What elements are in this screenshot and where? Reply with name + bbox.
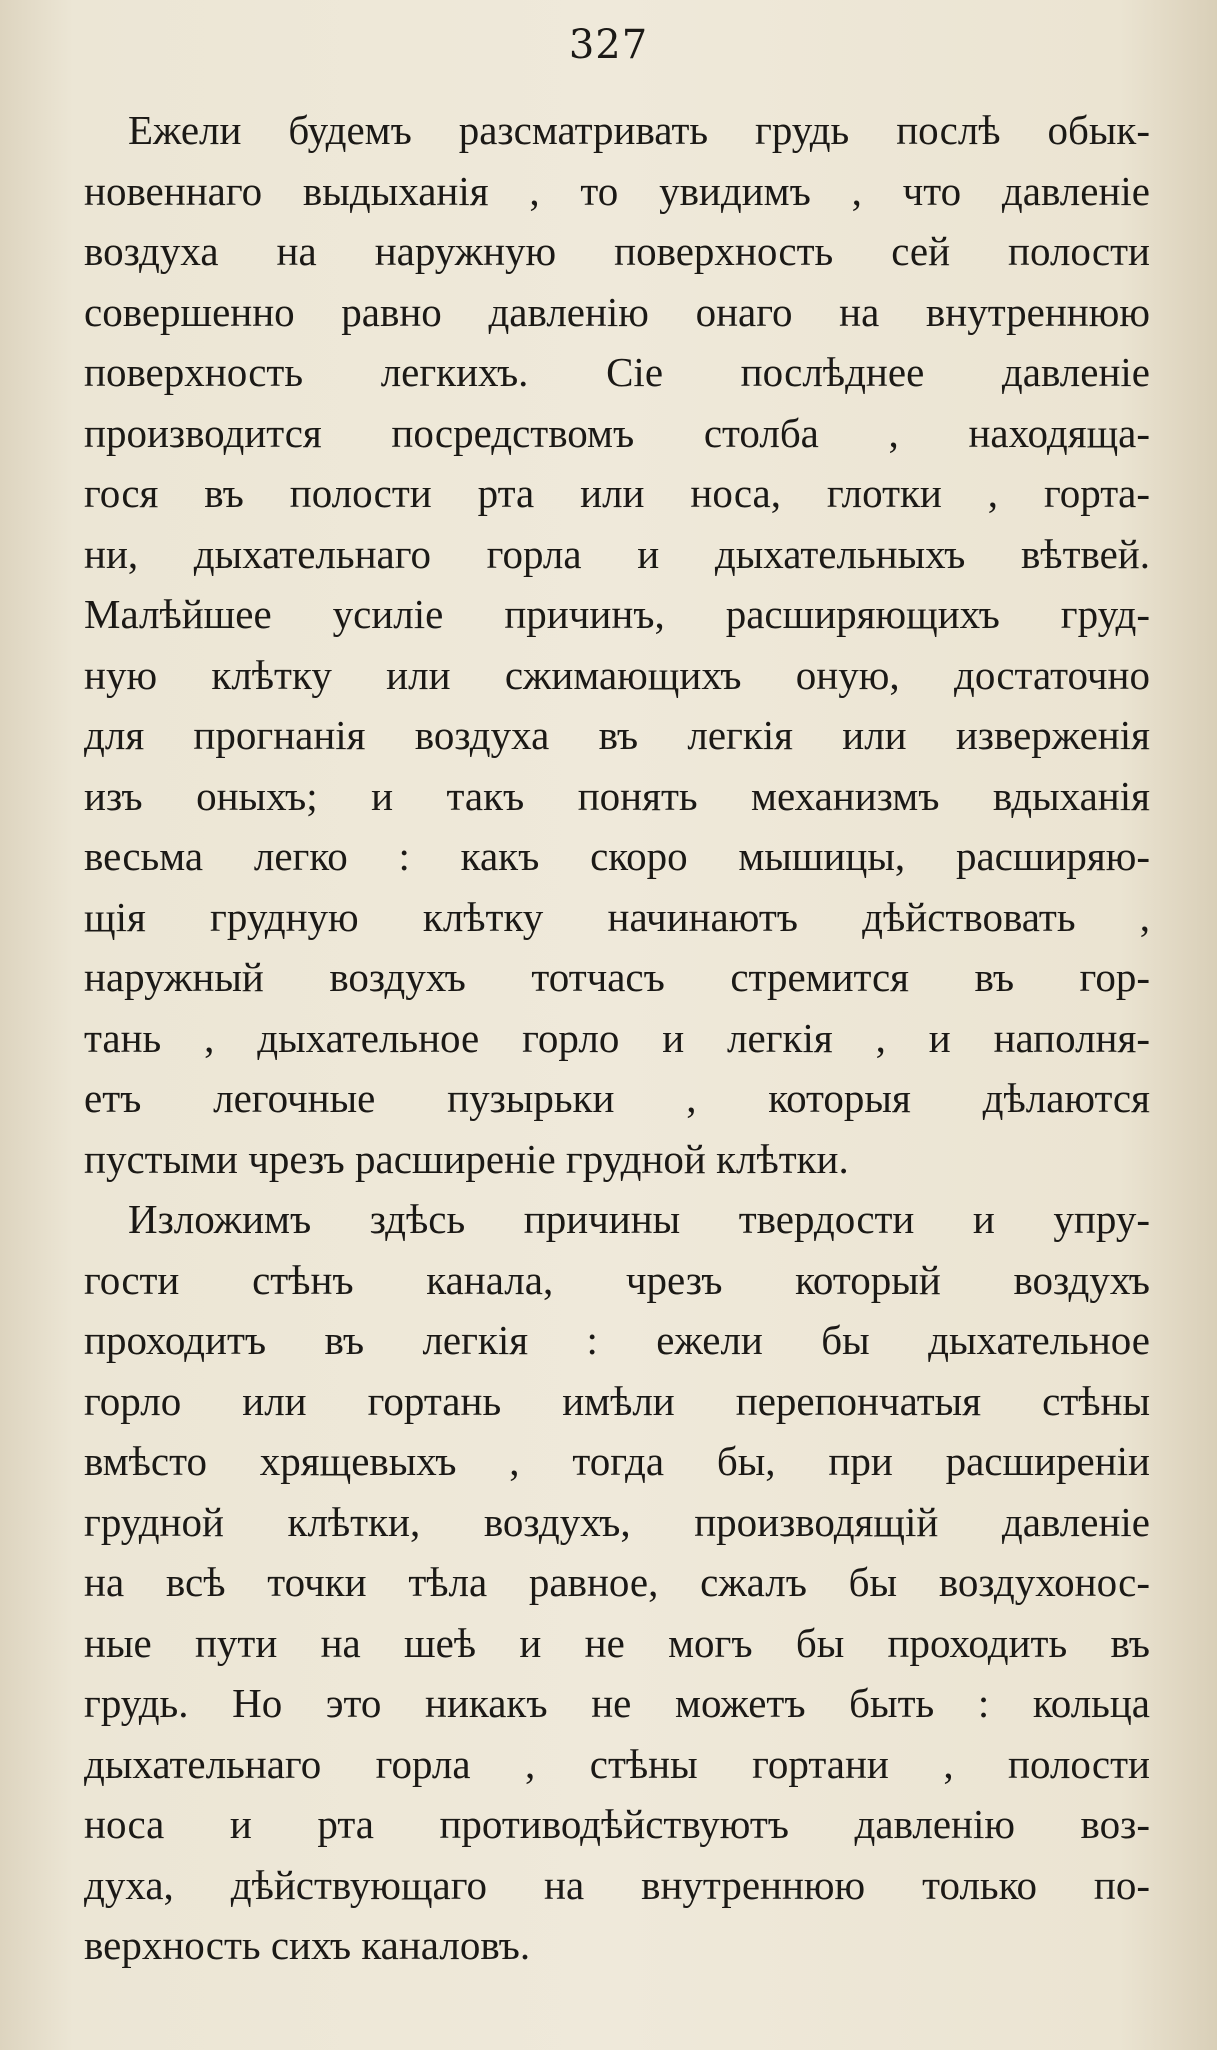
text-line: щія грудную клѣтку начинаютъ дѣйствовать , [84, 893, 1150, 940]
text-line: етъ легочные пузырьки , которыя дѣлаются [84, 1075, 1150, 1121]
text-line: производится посредствомъ столба , находяща- [84, 409, 1150, 456]
text-line: ную клѣтку или сжимающихъ оную, достаточно [84, 651, 1150, 698]
text-line: проходитъ въ легкія : ежели бы дыхательное [84, 1317, 1150, 1363]
text-line: для прогнанія воздуха въ легкія или изверженія [84, 712, 1150, 758]
text-line: дыхательнаго горла , стѣны гортани , полости [84, 1740, 1150, 1787]
text-line: грудной клѣтки, воздухъ, производящій давленіе [84, 1498, 1150, 1545]
text-line: духа, дѣйствующаго на внутреннюю только по- [84, 1861, 1150, 1908]
text-line: на всѣ точки тѣла равное, сжалъ бы воздухонос- [84, 1559, 1150, 1605]
text-line: носа и рта противодѣйствуютъ давленію воз- [84, 1801, 1150, 1847]
text-line: Малѣйшее усиліе причинъ, расширяющихъ груд- [84, 591, 1150, 637]
body-text [84, 100, 1150, 1976]
paragraph-2 [84, 1189, 1150, 1976]
page-number: 327 [568, 22, 649, 68]
text-line: совершенно равно давленію онаго на внутреннюю [84, 288, 1150, 335]
text-line: грудь. Но это никакъ не можетъ быть : кольца [84, 1680, 1150, 1726]
text-line: изъ оныхъ; и такъ понять механизмъ вдыханія [84, 772, 1150, 819]
text-line: верхность сихъ каналовъ. [84, 1922, 531, 1968]
text-line: пустыми чрезъ расширеніе грудной клѣтки. [84, 1135, 849, 1182]
text-line: весьма легко : какъ скоро мышицы, расширяю- [84, 833, 1150, 879]
text-line: воздуха на наружную поверхность сей полости [84, 228, 1150, 274]
text-line: Ежели будемъ разсматривать грудь послѣ обык- [128, 107, 1150, 153]
text-line: ные пути на шеѣ и не могъ бы проходить въ [84, 1619, 1150, 1666]
text-line: поверхность легкихъ. Сіе послѣднее давленіе [84, 349, 1150, 395]
text-line: гося въ полости рта или носа, глотки , гортa- [84, 470, 1150, 516]
text-line: горло или гортань имѣли перепончатыя стѣны [84, 1377, 1150, 1424]
text-line: ни, дыхательнаго горла и дыхательныхъ вѣтвей. [84, 530, 1150, 577]
text-line: новеннаго выдыханія , то увидимъ , что давленіе [84, 167, 1150, 214]
text-line: Изложимъ здѣсь причины твердости и упру- [128, 1196, 1150, 1242]
text-line: тань , дыхательное горло и легкія , и наполня- [84, 1014, 1150, 1061]
text-line: гости стѣнъ канала, чрезъ который воздухъ [84, 1256, 1150, 1303]
text-line: наружный воздухъ тотчасъ стремится въ гор- [84, 954, 1150, 1000]
text-line: вмѣсто хрящевыхъ , тогда бы, при расширеніи [84, 1438, 1150, 1484]
paragraph-1 [84, 100, 1150, 1189]
